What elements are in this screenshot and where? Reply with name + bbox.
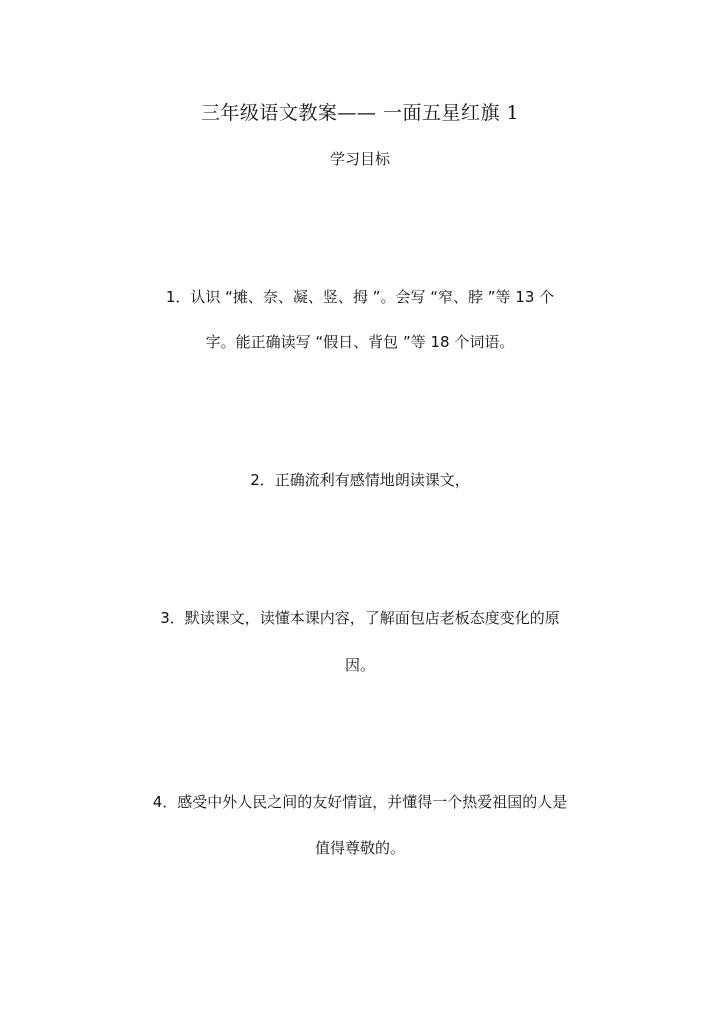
objective-3-line-2: 因。 [344, 656, 375, 674]
section-heading: 学习目标 [329, 150, 390, 168]
objective-4-line-2: 值得尊敬的。 [314, 839, 405, 857]
objective-1-line-2: 字。能正确读写 “假日、背包 ”等 18 个词语。 [205, 333, 515, 351]
objective-1-line-1: 1．认识 “摊、奈、凝、竖、拇 ”。会写 “窄、脖 ”等 13 个 [165, 288, 555, 306]
objective-2-line-1: 2．正确流利有感情地朗读课文， [250, 471, 470, 489]
document-title: 三年级语文教案—— 一面五星红旗 1 [200, 102, 520, 124]
objective-4-line-1: 4．感受中外人民之间的友好情谊，并懂得一个热爱祖国的人是 [152, 793, 568, 811]
objective-3-line-1: 3．默读课文，读懂本课内容，了解面包店老板态度变化的原 [160, 609, 560, 627]
